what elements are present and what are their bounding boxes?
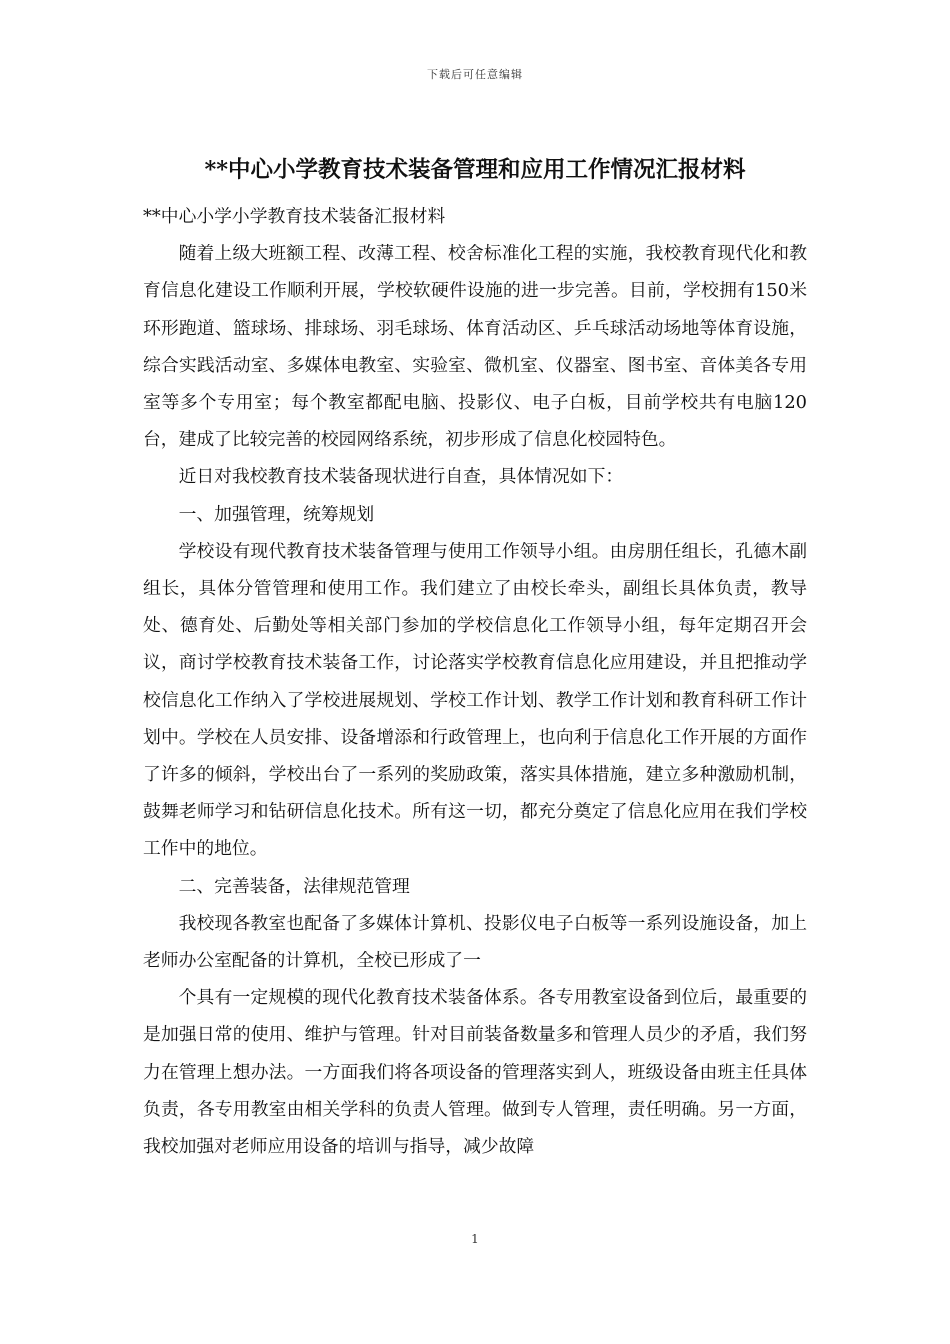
page-number: 1 (471, 1232, 479, 1246)
document-subtitle: **中心小学小学教育技术装备汇报材料 (143, 206, 446, 227)
paragraph-intro: 随着上级大班额工程、改薄工程、校舍标准化工程的实施，我校教育现代化和教育信息化建设工作顺利开展，学校软硬件设施的进一步完善。目前，学校拥有150米环形跑道、篮球场、排球场、羽毛球场、体育活动区、乒乓球活动场地等体育设施，综合实践活动室、多媒体电教室、实验室、微机室、仪器室、图书室、音体美各专用室等多个专用室；每个教室都配电脑、投影仪、电子白板，目前学校共有电脑120台，建成了比较完善的校园网络系统，初步形成了信息化校园特色。 (143, 243, 807, 451)
paragraph-equipment: 我校现各教室也配备了多媒体计算机、投影仪电子白板等一系列设施设备，加上老师办公室配备的计算机，全校已形成了一 (143, 912, 807, 972)
paragraph-management: 学校设有现代教育技术装备管理与使用工作领导小组。由房朋任组长，孔德木副组长，具体分管管理和使用工作。我们建立了由校长牵头，副组长具体负责，教导处、德育处、后勤处等相关部门参加的学校信息化工作领导小组，每年定期召开会议，商讨学校教育技术装备工作，讨论落实学校教育信息化应用建设，并且把推动学校信息化工作纳入了学校进展规划、学校工作计划、教学工作计划和教育科研工作计划中。学校在人员安排、设备增添和行政管理上，也向利于信息化工作开展的方面作了许多的倾斜，学校出台了一系列的奖励政策，落实具体措施，建立多种激励机制，鼓舞老师学习和钻研信息化技术。所有这一切，都充分奠定了信息化应用在我们学校工作中的地位。 (143, 540, 807, 860)
document-body (143, 198, 807, 1165)
header-note: 下载后可任意编辑 (427, 68, 523, 81)
document-title: **中心小学教育技术装备管理和应用工作情况汇报材料 (204, 157, 746, 183)
section-heading-2: 二、完善装备，法律规范管理 (178, 875, 410, 897)
paragraph-self-check: 近日对我校教育技术装备现状进行自查，具体情况如下： (178, 466, 624, 488)
section-heading-1: 一、加强管理，统筹规划 (178, 503, 375, 525)
paragraph-equipment-continued: 个具有一定规模的现代化教育技术装备体系。各专用教室设备到位后，最重要的是加强日常的使用、维护与管理。针对目前装备数量多和管理人员少的矛盾，我们努力在管理上想办法。一方面我们将各项设备的管理落实到人，班级设备由班主任具体负责，各专用教室由相关学科的负责人管理。做到专人管理，责任明确。另一方面，我校加强对老师应用设备的培训与指导，减少故障 (143, 987, 807, 1158)
